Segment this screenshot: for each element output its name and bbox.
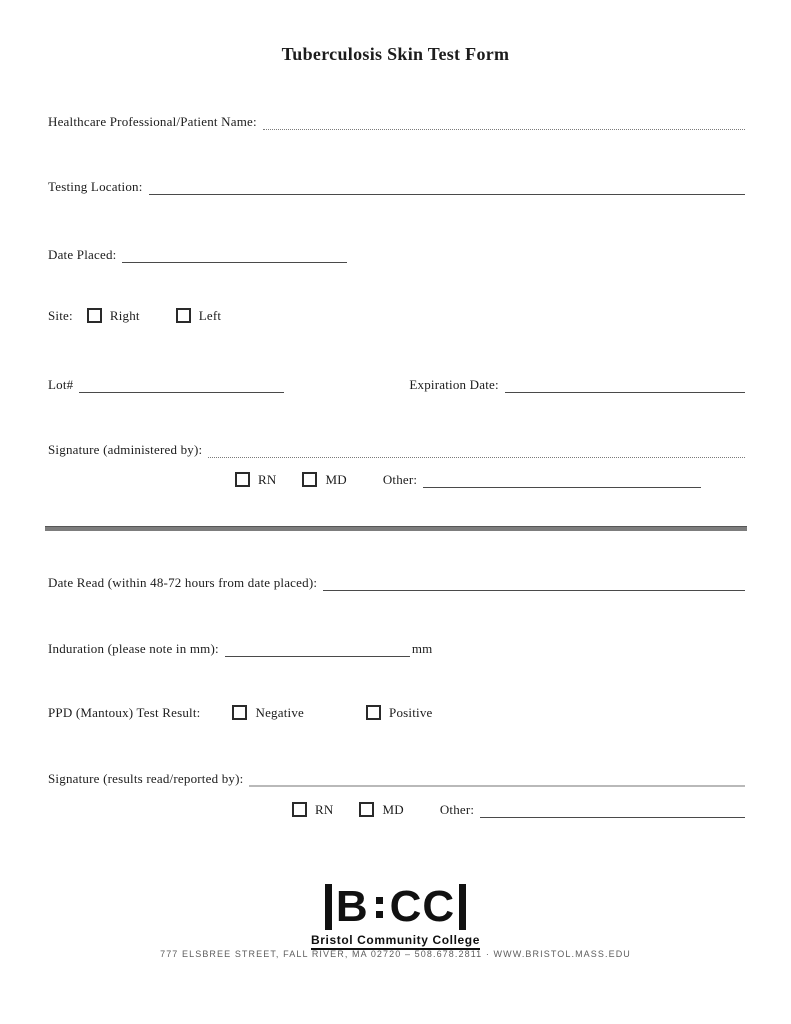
footer-address: 777 ELSBREE STREET, FALL RIVER, MA 02720 – 508.678.2811 · WWW.BRISTOL.MASS.EDU [160, 949, 631, 959]
results-rn-checkbox[interactable] [292, 802, 307, 817]
administered-other-label: Other: [382, 471, 418, 487]
administered-rn-checkbox[interactable] [235, 472, 250, 487]
induration-row [48, 640, 745, 657]
lot-label: Lot# [48, 377, 74, 392]
date-read-line[interactable] [323, 574, 745, 591]
bcc-logo [325, 882, 466, 932]
signature-administered-line[interactable] [208, 441, 745, 458]
healthcare-name-row [48, 113, 745, 130]
logo-colon-icon [373, 897, 386, 918]
testing-location-row [48, 178, 745, 195]
logo-right-bar-icon [459, 884, 466, 930]
results-other-line[interactable] [480, 801, 745, 818]
induration-label: Induration (please note in mm): [48, 641, 219, 656]
site-right-checkbox[interactable] [87, 308, 102, 323]
date-read-row [48, 574, 745, 591]
page-title: Tuberculosis Skin Test Form [281, 44, 510, 64]
date-placed-label: Date Placed: [48, 247, 117, 262]
induration-line[interactable] [225, 640, 410, 657]
results-md-label: MD [382, 801, 404, 817]
date-placed-line[interactable] [122, 246, 347, 263]
date-read-label: Date Read (within 48-72 hours from date placed): [48, 575, 318, 590]
ppd-result-row [48, 705, 745, 721]
lot-line[interactable] [79, 376, 284, 393]
ppd-positive-checkbox[interactable] [366, 705, 381, 720]
signature-results-label: Signature (results read/reported by): [48, 771, 244, 786]
site-label: Site: [48, 308, 73, 323]
ppd-result-label: PPD (Mantoux) Test Result: [48, 705, 201, 720]
expiration-date-line[interactable] [505, 376, 745, 393]
results-rn-label: RN [315, 801, 334, 817]
induration-unit-label: mm [411, 641, 433, 656]
signature-results-line[interactable] [249, 769, 745, 787]
signature-administered-label: Signature (administered by): [48, 442, 203, 457]
logo-letter-b: B [335, 882, 369, 931]
site-left-checkbox[interactable] [176, 308, 191, 323]
testing-location-label: Testing Location: [48, 179, 143, 194]
administered-credentials-row [235, 471, 745, 488]
administered-md-checkbox[interactable] [302, 472, 317, 487]
signature-results-row [48, 769, 745, 787]
site-left-label: Left [198, 308, 222, 323]
results-md-checkbox[interactable] [359, 802, 374, 817]
logo-letters-cc: CC [389, 882, 456, 931]
date-placed-row [48, 246, 745, 263]
site-right-label: Right [109, 308, 140, 323]
testing-location-line[interactable] [149, 178, 745, 195]
signature-administered-row [48, 441, 745, 458]
site-row [48, 308, 745, 324]
ppd-positive-label: Positive [389, 705, 433, 720]
logo-subtext: Bristol Community College [311, 933, 480, 950]
lot-expiration-row [48, 376, 745, 393]
logo-left-bar-icon [325, 884, 332, 930]
ppd-negative-checkbox[interactable] [232, 705, 247, 720]
bcc-logo-block [0, 882, 791, 950]
administered-other-line[interactable] [423, 471, 701, 488]
results-credentials-row [292, 801, 745, 818]
section-divider [45, 526, 747, 531]
administered-md-label: MD [325, 471, 347, 487]
results-other-label: Other: [439, 801, 475, 817]
administered-rn-label: RN [258, 471, 277, 487]
healthcare-name-label: Healthcare Professional/Patient Name: [48, 114, 257, 129]
expiration-date-label: Expiration Date: [409, 377, 499, 392]
ppd-negative-label: Negative [255, 705, 305, 720]
healthcare-name-line[interactable] [263, 113, 745, 130]
